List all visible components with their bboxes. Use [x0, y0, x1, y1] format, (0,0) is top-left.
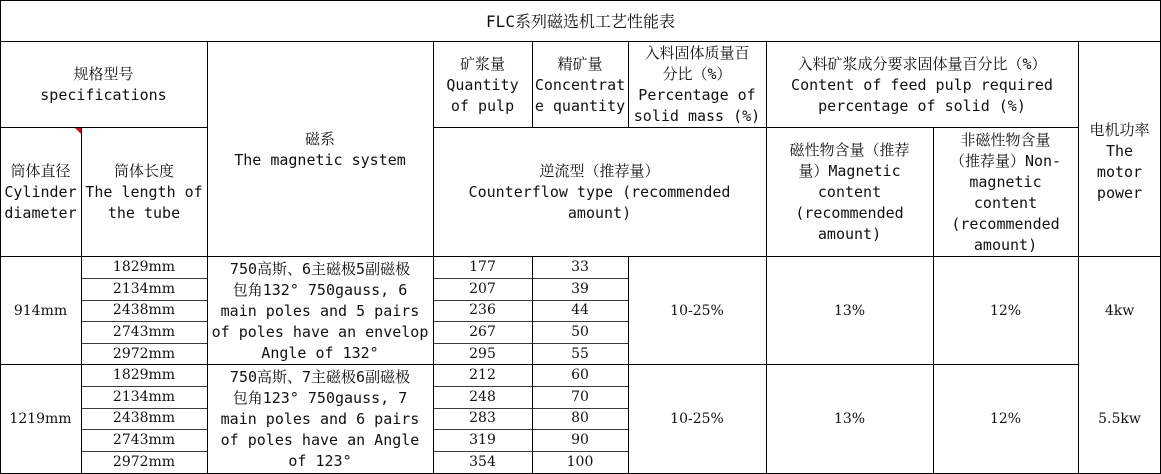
cell-text: 70: [571, 388, 589, 405]
cell-concentrate: [532, 257, 628, 279]
cell-text: 12%: [989, 411, 1022, 427]
cell-length: [81, 300, 207, 322]
cell-pulp: [433, 451, 532, 474]
header-text: amount): [567, 204, 632, 222]
header-text: 精矿量: [557, 54, 603, 73]
cell-concentrate: [532, 408, 628, 430]
cell-pulp: [433, 279, 532, 301]
cell-text: 750高斯、6主磁极5副磁极: [229, 259, 411, 278]
grid-line: [433, 41, 434, 474]
cell-text: 39: [571, 280, 589, 297]
cell-concentrate: [532, 343, 628, 365]
header-text: of pulp: [450, 96, 515, 115]
header-text: （推荐量）Non-: [949, 151, 1062, 170]
cell-length: [81, 451, 207, 474]
header-magnetic-system: [207, 42, 433, 257]
grid-line: [433, 300, 628, 301]
cell-pulp: [433, 387, 532, 409]
header-solid-mass-percentage: [628, 42, 766, 128]
header-counterflow-type: [433, 128, 766, 257]
cell-text: 包角123° 750gauss, 7: [232, 389, 408, 407]
cell-nonmagnetic-content: [933, 257, 1078, 365]
cell-text: Angle of 132°: [261, 343, 379, 362]
grid-line: [433, 343, 628, 344]
header-text: power: [1096, 183, 1143, 202]
header-text: diameter: [4, 204, 77, 222]
table-title-text: FLC系列磁选机工艺性能表: [486, 11, 675, 31]
cell-concentrate: [532, 430, 628, 452]
header-text: 筒体长度: [113, 162, 174, 180]
header-text: The: [1105, 141, 1134, 160]
grid-line: [81, 408, 207, 409]
cell-text: 177: [469, 259, 496, 276]
grid-line: [81, 127, 82, 474]
grid-line: [628, 256, 629, 474]
cell-text: of poles have an Angle: [220, 431, 420, 449]
cell-text: 2743mm: [112, 324, 176, 341]
cell-concentrate: [532, 365, 628, 387]
header-text: 入料矿浆成分要求固体量百分比（%）: [797, 54, 1047, 73]
cell-pulp: [433, 257, 532, 279]
header-text: 矿浆量: [459, 54, 505, 73]
header-quantity-of-pulp: [433, 42, 532, 128]
cell-nonmagnetic-content: [933, 365, 1078, 474]
header-text: Cylinder: [4, 183, 77, 201]
cell-length: [81, 408, 207, 430]
grid-line: [433, 127, 1078, 128]
cell-pulp: [433, 343, 532, 365]
header-text: amount): [973, 235, 1038, 254]
cell-text: 236: [469, 302, 496, 319]
header-text: amount): [817, 225, 882, 243]
header-magnetic-content: [766, 128, 933, 257]
grid-line: [628, 41, 629, 128]
cell-text: 1829mm: [112, 367, 176, 384]
cell-text: 2743mm: [112, 432, 176, 449]
header-text: (recommended: [795, 204, 904, 222]
cell-magnetic-system: [207, 365, 433, 474]
header-text: The length of: [85, 183, 203, 201]
header-text: percentage of solid (%): [818, 96, 1026, 115]
cell-text: 207: [469, 280, 496, 297]
cell-text: of 123°: [288, 452, 352, 470]
grid-line: [207, 41, 208, 474]
cell-text: 212: [469, 367, 496, 384]
header-text: 非磁性物含量: [960, 130, 1051, 149]
table-title: [0, 0, 1161, 42]
header-text: Counterflow type (recommended: [468, 183, 731, 201]
grid-line: [532, 256, 533, 474]
cell-text: 267: [469, 324, 496, 341]
grid-line: [433, 386, 628, 387]
cell-text: 295: [469, 345, 496, 362]
cell-text: 90: [571, 432, 589, 449]
grid-line: [0, 0, 1, 474]
cell-diameter-1219: [0, 365, 81, 474]
header-text: 逆流型（推荐量）: [539, 162, 660, 180]
cell-magnetic-content: [766, 365, 933, 474]
header-text: Content of feed pulp required: [791, 75, 1053, 94]
cell-solid-percent: [628, 257, 766, 365]
cell-text: 100: [566, 454, 594, 471]
header-tube-length: [81, 128, 207, 257]
grid-line: [81, 300, 207, 301]
cell-text: 50: [571, 324, 589, 341]
grid-line: [433, 278, 628, 279]
cell-text: main poles and 5 pairs: [220, 301, 420, 320]
cell-text: 55: [571, 345, 589, 362]
cell-solid-percent: [628, 365, 766, 474]
cell-text: 60: [571, 367, 589, 384]
cell-pulp: [433, 300, 532, 322]
grid-line: [0, 41, 1161, 42]
cell-text: 13%: [833, 302, 866, 319]
grid-line: [81, 278, 207, 279]
grid-line: [81, 321, 207, 322]
grid-line: [81, 343, 207, 344]
grid-line: [532, 41, 533, 128]
cell-pulp: [433, 408, 532, 430]
cell-text: 354: [469, 454, 496, 471]
header-feed-pulp-content: [766, 42, 1078, 128]
cell-text: 914mm: [13, 302, 68, 319]
header-text: Concentrat: [534, 75, 626, 94]
grid-line: [0, 256, 1161, 257]
cell-text: 319: [469, 432, 496, 449]
grid-line: [81, 429, 207, 430]
cell-length: [81, 387, 207, 409]
cell-text: 2134mm: [112, 388, 176, 405]
cell-motor-power: [1078, 365, 1161, 474]
header-text: (recommended: [951, 214, 1060, 233]
cell-length: [81, 257, 207, 279]
cell-concentrate: [532, 451, 628, 474]
header-text: e quantity: [534, 96, 626, 115]
header-concentrate-quantity: [532, 42, 628, 128]
cell-motor-power: [1078, 257, 1161, 365]
cell-diameter-914: [0, 257, 81, 365]
cell-length: [81, 322, 207, 344]
cell-magnetic-content: [766, 257, 933, 365]
cell-text: 1219mm: [9, 411, 72, 427]
cell-text: 1829mm: [112, 259, 176, 276]
cell-pulp: [433, 322, 532, 344]
cell-text: 2972mm: [112, 345, 176, 362]
cell-text: 5.5kw: [1098, 411, 1141, 427]
cell-text: of poles have an envelop: [211, 322, 429, 341]
cell-text: 248: [469, 388, 496, 405]
header-text: magnetic: [969, 172, 1042, 191]
grid-line: [433, 451, 628, 452]
header-text: content: [817, 183, 882, 201]
grid-line: [933, 127, 934, 474]
header-text: 分比（%）: [662, 65, 732, 83]
grid-line: [0, 364, 1078, 365]
cell-text: 33: [571, 259, 589, 276]
cell-pulp: [433, 365, 532, 387]
header-text: 规格型号: [73, 65, 134, 83]
header-text: the tube: [107, 204, 181, 222]
cell-magnetic-system: [207, 257, 433, 365]
cell-text: 2438mm: [112, 410, 176, 427]
cell-text: 10-25%: [670, 411, 724, 427]
cell-length: [81, 430, 207, 452]
grid-line: [433, 408, 628, 409]
grid-line: [433, 429, 628, 430]
cell-text: 44: [571, 302, 589, 319]
cell-text: 2972mm: [112, 454, 176, 471]
cell-text: main poles and 6 pairs: [220, 410, 420, 428]
cell-text: 10-25%: [670, 302, 724, 319]
header-specifications: [0, 42, 207, 128]
cell-text: 750高斯、7主磁极6副磁极: [229, 368, 411, 386]
header-text: motor: [1096, 162, 1143, 181]
cell-text: 283: [469, 410, 496, 427]
cell-concentrate: [532, 322, 628, 344]
header-text: 磁性物含量（推荐: [789, 141, 910, 159]
header-text: Percentage of: [638, 86, 756, 104]
cell-text: 包角132° 750gauss, 6: [232, 280, 408, 299]
comment-marker-icon: [75, 128, 81, 134]
grid-line: [766, 41, 767, 474]
header-text: 量）Magnetic: [798, 162, 901, 180]
grid-line: [81, 386, 207, 387]
cell-pulp: [433, 430, 532, 452]
cell-concentrate: [532, 300, 628, 322]
header-text: 磁系: [304, 129, 335, 148]
header-text: content: [973, 193, 1038, 212]
header-text: Quantity: [446, 75, 519, 94]
header-nonmagnetic-content: [933, 128, 1078, 257]
grid-line: [0, 0, 1161, 1]
cell-text: 4kw: [1104, 302, 1135, 319]
header-text: specifications: [40, 86, 167, 104]
grid-line: [1078, 41, 1079, 474]
grid-line: [433, 321, 628, 322]
cell-length: [81, 279, 207, 301]
cell-length: [81, 343, 207, 365]
grid-line: [0, 127, 207, 128]
cell-text: 80: [571, 410, 589, 427]
header-text: 电机功率: [1089, 120, 1150, 139]
header-cylinder-diameter: [0, 128, 81, 257]
cell-text: 2438mm: [112, 302, 176, 319]
header-text: The magnetic system: [234, 150, 406, 169]
cell-text: 12%: [989, 302, 1022, 319]
grid-line: [81, 451, 207, 452]
header-text: solid mass (%): [633, 107, 761, 125]
cell-length: [81, 365, 207, 387]
cell-text: 2134mm: [112, 280, 176, 297]
cell-text: 13%: [833, 411, 866, 427]
cell-concentrate: [532, 279, 628, 301]
header-text: 入料固体质量百: [644, 44, 750, 62]
header-motor-power: [1078, 42, 1161, 257]
header-text: 筒体直径: [10, 162, 71, 180]
cell-concentrate: [532, 387, 628, 409]
